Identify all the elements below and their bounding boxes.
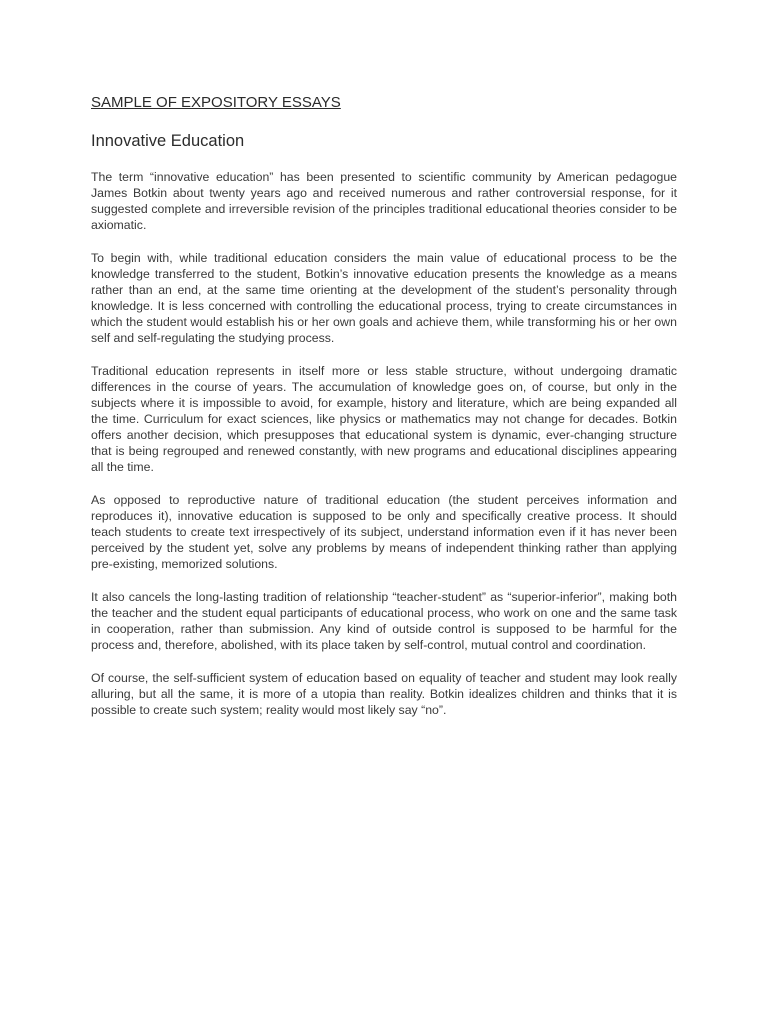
paragraph-2: To begin with, while traditional education considers the main value of educational process to be the knowledge transferred to the student, Botkin’s innovative education presents the knowledge as a means rather than an end, at the same time orienting at the development of the student’s personality through knowledge. It is less concerned with controlling the educational process, trying to create circumstances in which the student would establish his or her own goals and achieve them, while transforming his or her own self and self-regulating the studying process.	[91, 251, 677, 345]
paragraph-6: Of course, the self-sufficient system of education based on equality of teacher and student may look really alluring, but all the same, it is more of a utopia than reality. Botkin idealizes children and thinks that it is possible to create such system; reality would most likely say “no”.	[91, 671, 677, 717]
document-heading: SAMPLE OF EXPOSITORY ESSAYS	[91, 94, 341, 111]
paragraph-1: The term “innovative education” has been presented to scientific community by American pedagogue James Botkin about twenty years ago and received numerous and rather controversial response, for it suggested complete and irreversible revision of the principles traditional educational theories consider to be axiomatic.	[91, 170, 677, 232]
document-content	[91, 94, 677, 718]
paragraph-5: It also cancels the long-lasting tradition of relationship “teacher-student” as “superior-inferior”, making both the teacher and the student equal participants of educational process, who work on one and the same task in cooperation, rather than submission. Any kind of outside control is supposed to be harmful for the process and, therefore, abolished, with its place taken by self-control, mutual control and coordination.	[91, 590, 677, 652]
paragraph-4: As opposed to reproductive nature of traditional education (the student perceives information and reproduces it), innovative education is supposed to be only and specifically creative process. It should teach students to create text irrespectively of its subject, understand information even if it has never been perceived by the student yet, solve any problems by means of independent thinking rather than applying pre-existing, memorized solutions.	[91, 493, 677, 571]
paragraph-3: Traditional education represents in itself more or less stable structure, without undergoing dramatic differences in the course of years. The accumulation of knowledge goes on, of course, but only in the subjects where it is impossible to avoid, for example, history and literature, which are being expanded all the time. Curriculum for exact sciences, like physics or mathematics may not change for decades. Botkin offers another decision, which presupposes that educational system is dynamic, ever-changing structure that is being regrouped and renewed constantly, with new programs and educational disciplines appearing all the time.	[91, 364, 677, 474]
essay-title: Innovative Education	[91, 132, 245, 150]
